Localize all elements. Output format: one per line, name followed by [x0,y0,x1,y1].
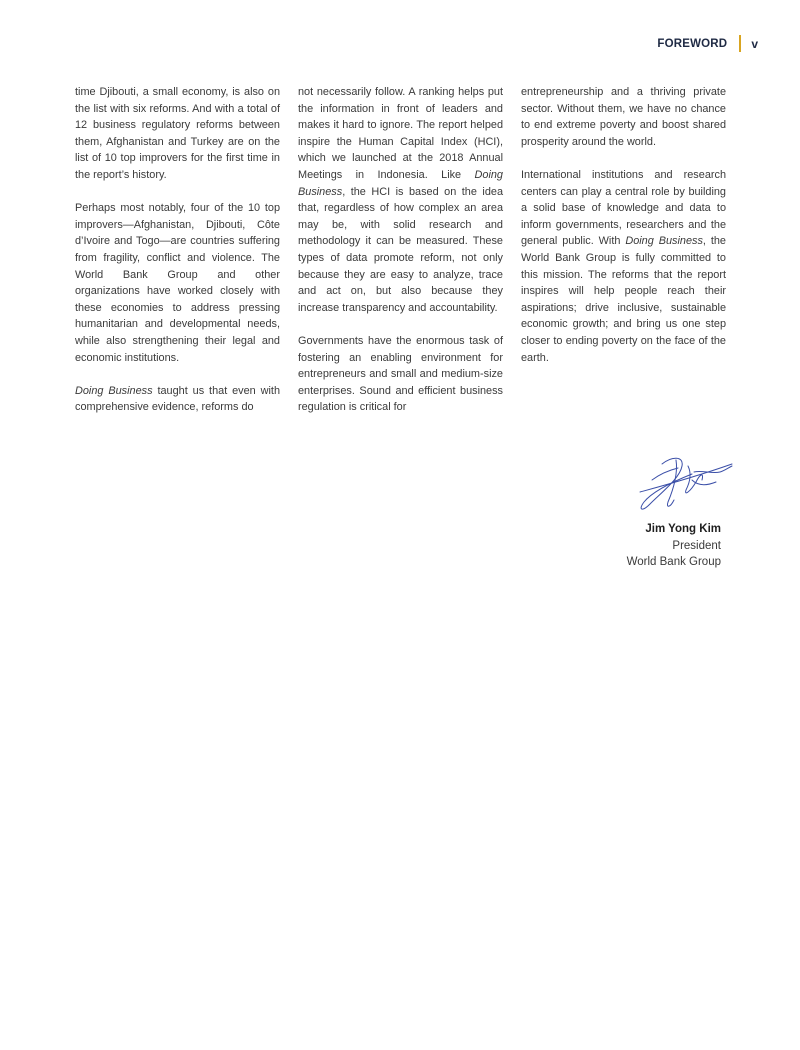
paragraph: not necessarily follow. A ranking helps put the information in front of leaders and makes it hard to ignore. The report helped inspire the Human Capital Index (HCI), which we launched at the 2018 Annual Meetings in Indonesia. Like Doing Business, the HCI is based on the idea that, regardless of how complex an area may be, with solid research and methodology it can be measured. These types of data promote reform, not only because they are easy to analyze, trace and act on, but also because they increase transparency and accountability. [298,86,503,314]
header-divider [739,35,741,52]
signer-title: President [672,539,721,552]
section-label: FOREWORD [657,37,728,50]
signer-name: Jim Yong Kim [645,523,721,535]
signature-block [627,521,721,571]
text-column-2 [298,84,503,432]
text-column-1 [75,84,280,432]
paragraph: Governments have the enormous task of fostering an enabling environment for entrepreneurs and small and medium-size enterprises. Sound and efficient business regulation is critical for [298,334,503,414]
publication-title: Doing Business [298,168,503,198]
publication-title: Doing Business [625,235,703,248]
paragraph: entrepreneurship and a thriving private sector. Without them, we have no chance to end extreme poverty and boost shared prosperity around the world. [521,86,726,148]
handwritten-signature [632,452,736,516]
text-column-3 [521,84,726,383]
paragraph: International institutions and research centers can play a central role by building a solid base of knowledge and data to inform governments, researchers and the general public. With Doing Business, the World Bank Group is fully committed to this mission. The reforms that the report inspires will help people reach their aspirations; drive inclusive, sustainable economic growth; and bring us one step closer to ending poverty on the face of the earth. [521,168,726,364]
paragraph: Perhaps most notably, four of the 10 top improvers—Afghanistan, Djibouti, Côte d’Ivoire and Togo—are countries suffering from fragility, conflict and violence. The World Bank Group and other organizations have worked closely with these economies to address pressing humanitarian and developmental needs, while also strengthening their legal and economic institutions. [75,202,280,364]
publication-title: Doing Business [75,384,153,397]
page-number: v [751,36,758,51]
running-head [657,35,758,52]
signer-organization: World Bank Group [626,556,721,568]
paragraph: Doing Business taught us that even with comprehensive evidence, reforms do [75,384,281,414]
paragraph: time Djibouti, a small economy, is also on the list with six reforms. And with a total of 12 business regulatory reforms between them, Afghanistan and Turkey are on the list of 10 top improvers for the first time in the report’s history. [75,86,280,181]
